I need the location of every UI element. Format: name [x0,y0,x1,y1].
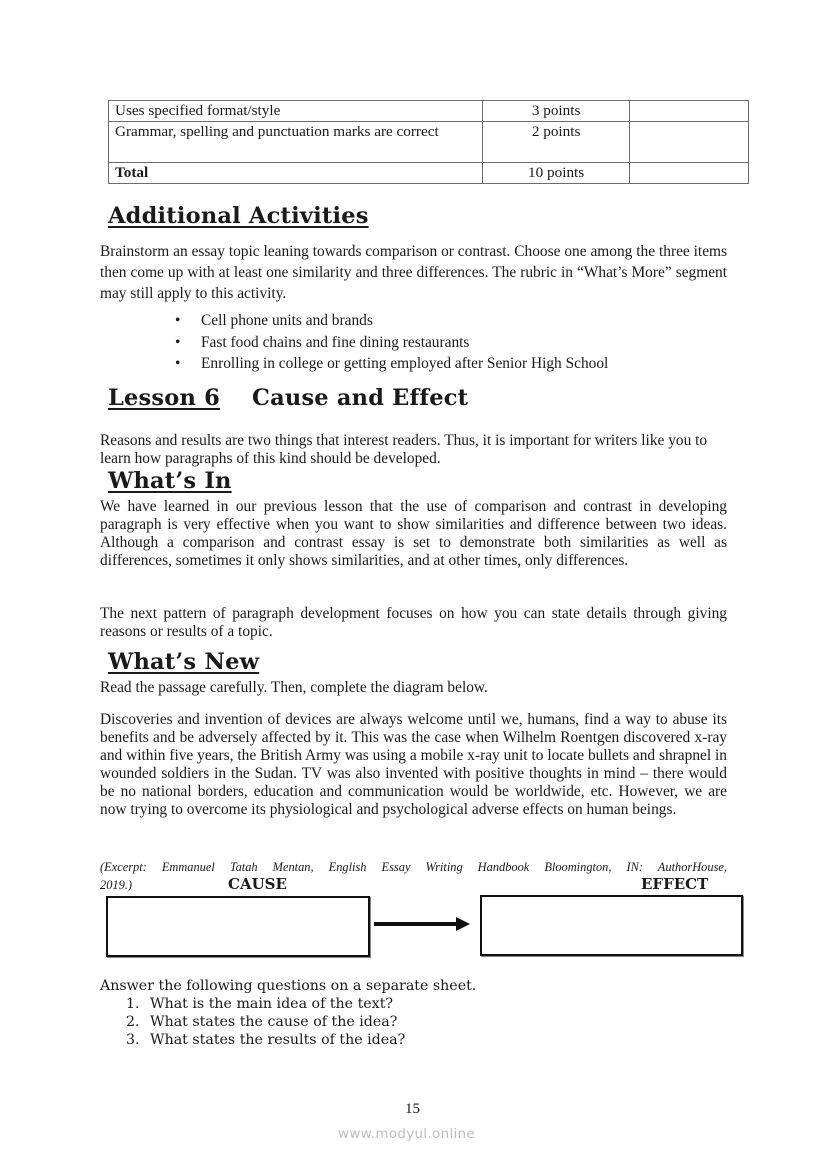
question-number: 3. [126,1032,140,1048]
table-row [109,122,749,163]
cause-label: CAUSE [228,875,287,893]
table-row [109,101,749,122]
whats-in-paragraph-1: We have learned in our previous lesson that the use of comparison and contrast in developing paragraph is very effective when you want to show similarities and difference between two ideas. Although a comparison and contrast essay is set to demonstrate both similarities as well as differences, sometimes it only shows similarities, and at other times, only differences. [100,498,727,569]
list-item [126,995,626,1013]
rubric-table [108,100,749,184]
list-item [175,334,735,356]
citation-line-2: 2019.) [100,878,133,892]
list-item-text: Cell phone units and brands [201,312,373,329]
lesson-intro: Reasons and results are two things that interest readers. Thus, it is important for writers like you to learn how paragraphs of this kind should be developed. [100,432,708,467]
points-cell: 2 points [482,122,630,163]
criterion-cell: Total [109,163,483,184]
question-number: 2. [126,1014,140,1030]
right-arrow-icon [374,916,470,932]
whats-in-heading: What’s In [108,468,232,494]
whats-in-paragraph-2: The next pattern of paragraph development focuses on how you can state details through giving reasons or results of a topic. [100,605,727,640]
page-number: 15 [405,1101,420,1117]
score-cell [630,122,749,163]
topic-bullet-list [175,312,735,377]
score-cell [630,163,749,184]
points-cell: 10 points [482,163,630,184]
list-item [126,1013,626,1031]
points-cell: 3 points [482,101,630,122]
list-item-text: Fast food chains and fine dining restaurants [201,333,470,351]
list-item [126,1031,626,1049]
questions-list [126,995,626,1049]
lesson-title: Cause and Effect [252,385,469,411]
list-item [175,312,735,334]
citation-line-1: (Excerpt: Emmanuel Tatah Mentan, English Essay Writing Handbook Bloomington, IN: AuthorHouse, [100,860,727,874]
reading-passage: Discoveries and invention of devices are always welcome until we, humans, find a way to abuse its benefits and be adversely affected by it. This was the case when Wilhelm Roentgen discovered x-ray and within five years, the British Army was using a mobile x-ray unit to locate bullets and shrapnel in wounded soldiers in the Sudan. TV was also invented with positive thoughts in mind – there would be no national borders, education and communication would be worldwide, etc. However, we are now trying to overcome its physiological and psychological adverse effects on human beings. [100,711,727,818]
cause-box[interactable] [106,896,370,957]
additional-activities-paragraph: Brainstorm an essay topic leaning towards comparison or contrast. Choose one among the three items then come up with at least one similarity and three differences. The rubric in “What’s More” segment may still apply to this activity. [100,243,727,302]
bullet-icon: • [175,355,181,372]
watermark: www.modyul.online [338,1126,476,1142]
effect-label: EFFECT [641,875,709,893]
additional-activities-heading: Additional Activities [108,203,369,229]
question-text: What states the cause of the idea? [150,1014,398,1030]
list-item [175,355,735,377]
criterion-cell: Grammar, spelling and punctuation marks are correct [109,122,483,163]
question-text: What is the main idea of the text? [150,996,393,1012]
question-number: 1. [126,996,140,1012]
table-row-total [109,163,749,184]
whats-new-instruction: Read the passage carefully. Then, complete the diagram below. [100,679,488,696]
whats-new-heading: What’s New [108,649,260,675]
question-text: What states the results of the idea? [150,1032,406,1048]
bullet-icon: • [175,312,181,329]
bullet-icon: • [175,333,181,351]
list-item-text: Enrolling in college or getting employed after Senior High School [201,355,609,372]
effect-box[interactable] [480,895,743,956]
questions-intro: Answer the following questions on a separate sheet. [100,978,477,994]
lesson-number-heading: Lesson 6 [108,385,220,411]
score-cell [630,101,749,122]
criterion-cell: Uses specified format/style [109,101,483,122]
